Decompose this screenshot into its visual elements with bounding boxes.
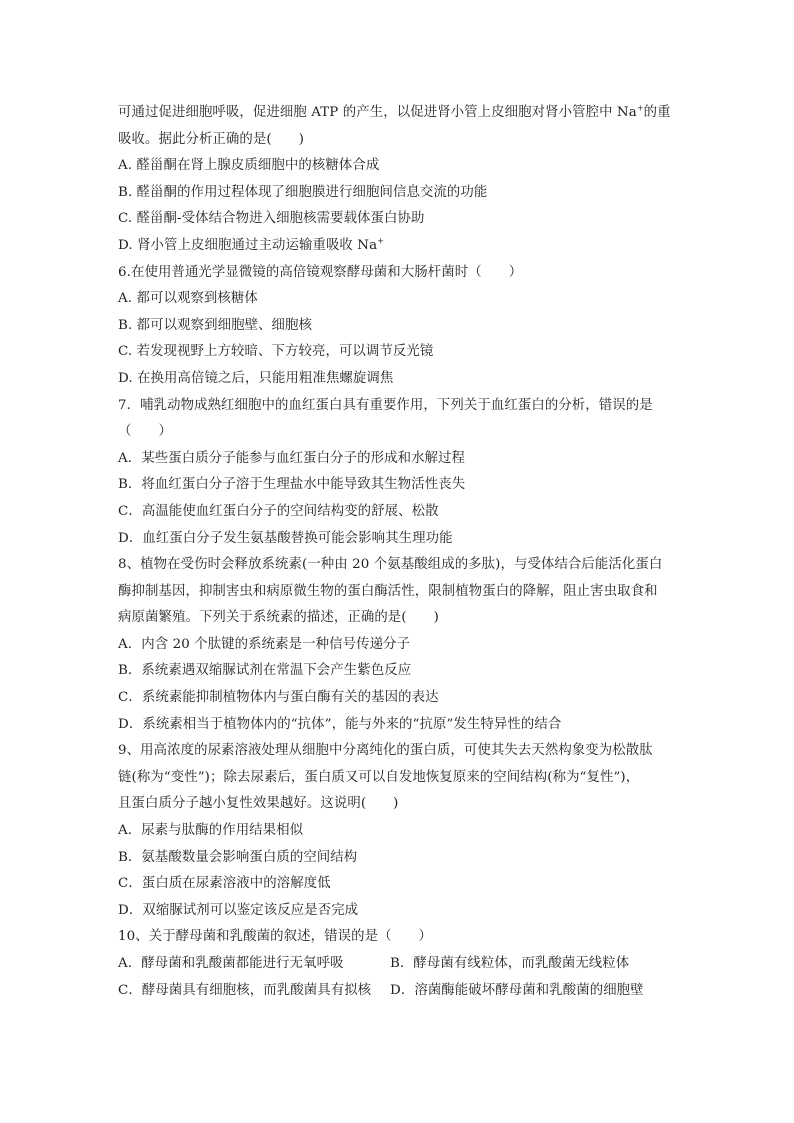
q8-option-c: C．系统素能抑制植物体内与蛋白酶有关的基因的表达 — [118, 690, 439, 706]
q7-stem-line2: （ ） — [118, 424, 172, 440]
q6-option-b: B. 都可以观察到细胞壁、细胞核 — [118, 317, 313, 333]
q5-option-a: A. 醛甾酮在肾上腺皮质细胞中的核糖体合成 — [118, 158, 380, 174]
q7-option-b: B．将血红蛋白分子溶于生理盐水中能导致其生物活性丧失 — [118, 477, 466, 493]
q6-option-c: C. 若发现视野上方较暗、下方较亮，可以调节反光镜 — [118, 344, 434, 360]
q7-option-c: C．高温能使血红蛋白分子的空间结构变的舒展、松散 — [118, 503, 439, 519]
q8-stem-line2: 酶抑制基因，抑制害虫和病原微生物的蛋白酶活性，限制植物蛋白的降解，阻止害虫取食和 — [118, 583, 658, 599]
superscript: + — [636, 103, 644, 113]
q5-option-b: B. 醛甾酮的作用过程体现了细胞膜进行细胞间信息交流的功能 — [118, 184, 488, 200]
q8-option-b: B．系统素遇双缩脲试剂在常温下会产生紫色反应 — [118, 663, 412, 679]
q9-stem-line3: 且蛋白质分子越小复性效果越好。这说明( ) — [118, 796, 399, 812]
q10-option-a: A．酵母菌和乳酸菌都能进行无氧呼吸 — [118, 956, 344, 971]
question-content — [118, 100, 688, 1004]
superscript: + — [377, 236, 384, 246]
q10-option-b: B．酵母菌有线粒体，而乳酸菌无线粒体 — [390, 956, 630, 971]
q5-option-d-text: D. 肾小管上皮细胞通过主动运输重吸收 Na — [118, 237, 378, 253]
q10-option-d: D．溶菌酶能破坏酵母菌和乳酸菌的细胞壁 — [390, 982, 644, 998]
q5-stem-line1 — [118, 100, 688, 127]
q5-stem-text-end: 的重 — [643, 105, 671, 120]
q8-option-d: D．系统素相当于植物体内的“抗体”，能与外来的“抗原”发生特异性的结合 — [118, 716, 562, 732]
q9-stem-line1: 9、用高浓度的尿素溶液处理从细胞中分离纯化的蛋白质，可使其失去天然构象变为松散肽 — [118, 743, 653, 759]
q10-stem: 10、关于酵母菌和乳酸菌的叙述，错误的是（ ） — [118, 929, 433, 945]
q9-option-a: A．尿素与肽酶的作用结果相似 — [118, 823, 304, 839]
q8-option-a: A．内含 20 个肽键的系统素是一种信号传递分子 — [118, 636, 411, 652]
q9-option-c: C．蛋白质在尿素溶液中的溶解度低 — [118, 876, 331, 892]
q7-option-d: D．血红蛋白分子发生氨基酸替换可能会影响其生理功能 — [118, 530, 453, 546]
q5-option-d — [118, 233, 688, 260]
q5-stem-text: 可通过促进细胞呼吸，促进细胞 ATP 的产生，以促进肾小管上皮细胞对肾小管腔中 Na — [118, 105, 637, 120]
q5-option-c: C. 醛甾酮-受体结合物进入细胞核需要载体蛋白协助 — [118, 211, 425, 227]
q7-stem-line1: 7．哺乳动物成熟红细胞中的血红蛋白具有重要作用，下列关于血红蛋白的分析，错误的是 — [118, 397, 653, 413]
q10-option-c: C．酵母菌具有细胞核，而乳酸菌具有拟核 — [118, 982, 372, 998]
q10-options-row-1 — [118, 951, 688, 978]
q9-option-d: D．双缩脲试剂可以鉴定该反应是否完成 — [118, 902, 359, 918]
q9-stem-line2: 链(称为“变性”)；除去尿素后，蛋白质又可以自发地恢复原来的空间结构(称为“复性”)， — [118, 769, 640, 785]
q6-stem: 6.在使用普通光学显微镜的高倍镜观察酵母菌和大肠杆菌时（ ） — [118, 264, 523, 280]
q8-stem-line3: 病原菌繁殖。下列关于系统素的描述，正确的是( ) — [118, 610, 439, 626]
q9-option-b: B．氨基酸数量会影响蛋白质的空间结构 — [118, 849, 358, 865]
q6-option-a: A. 都可以观察到核糖体 — [118, 291, 258, 307]
q10-options-row-2 — [118, 978, 688, 1005]
q7-option-a: A．某些蛋白质分子能参与血红蛋白分子的形成和水解过程 — [118, 450, 466, 466]
q8-stem-line1: 8、植物在受伤时会释放系统素(一种由 20 个氨基酸组成的多肽)，与受体结合后能活化蛋白 — [118, 557, 663, 573]
q6-option-d: D. 在换用高倍镜之后，只能用粗准焦螺旋调焦 — [118, 370, 394, 386]
q5-stem-line2: 吸收。据此分析正确的是( ) — [118, 131, 305, 147]
